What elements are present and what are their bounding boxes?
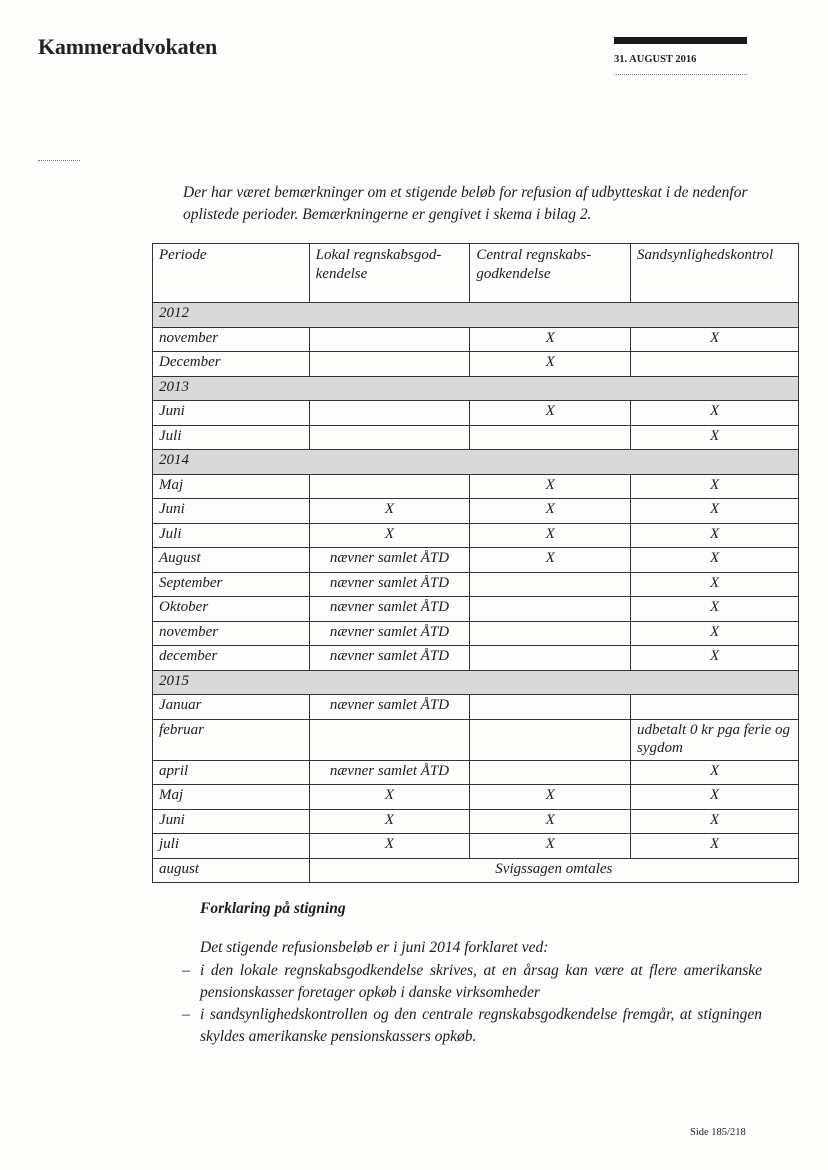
table-cell: X (631, 621, 799, 646)
explanation-title: Forklaring på stigning (200, 900, 346, 917)
year-label: 2013 (153, 376, 799, 401)
explanation-list (182, 960, 762, 1048)
period-cell: September (153, 572, 310, 597)
table-cell (470, 760, 631, 785)
table-cell: X (631, 785, 799, 810)
period-cell: December (153, 352, 310, 377)
table-cell (309, 719, 470, 760)
table-cell: X (470, 809, 631, 834)
table-cell (309, 474, 470, 499)
table-row (153, 474, 799, 499)
table-cell (470, 621, 631, 646)
table-cell: X (470, 834, 631, 859)
year-label: 2015 (153, 670, 799, 695)
period-cell: juli (153, 834, 310, 859)
period-cell: februar (153, 719, 310, 760)
period-cell: november (153, 327, 310, 352)
table-row (153, 523, 799, 548)
year-row (153, 670, 799, 695)
period-cell: Maj (153, 785, 310, 810)
period-cell: Juli (153, 523, 310, 548)
table-cell (470, 695, 631, 720)
table-cell: X (631, 760, 799, 785)
table-cell (470, 719, 631, 760)
table-row (153, 809, 799, 834)
table-cell: udbetalt 0 kr pga ferie og sygdom (631, 719, 799, 760)
table-row (153, 499, 799, 524)
header-bar (614, 37, 747, 44)
table-cell: X (470, 474, 631, 499)
table-cell: X (631, 499, 799, 524)
table-row (153, 834, 799, 859)
table-row (153, 572, 799, 597)
table-cell (470, 646, 631, 671)
table-cell (309, 352, 470, 377)
table-row (153, 858, 799, 883)
year-row (153, 450, 799, 475)
date-divider (614, 74, 747, 75)
period-cell: november (153, 621, 310, 646)
table-row (153, 646, 799, 671)
table-cell (309, 401, 470, 426)
table-cell (631, 695, 799, 720)
table-row (153, 719, 799, 760)
table-cell (470, 597, 631, 622)
table-cell: X (309, 499, 470, 524)
table-cell (470, 425, 631, 450)
period-cell: Juni (153, 401, 310, 426)
table-cell (470, 572, 631, 597)
year-label: 2012 (153, 303, 799, 328)
table-cell: X (309, 785, 470, 810)
document-date: 31. AUGUST 2016 (614, 54, 697, 65)
intro-paragraph: Der har været bemærkninger om et stigende beløb for refusion af udbytteskat i de nedenfor oplistede perioder. Bemærkningerne er gengivet i skema i bilag 2. (183, 184, 748, 223)
year-label: 2014 (153, 450, 799, 475)
table-cell: X (470, 352, 631, 377)
table-row (153, 760, 799, 785)
table-cell: X (631, 572, 799, 597)
list-item: – i sandsynlighedskontrollen og den centrale regnskabsgodkendelse fremgår, at stigningen skyldes amerikanske pensionskassers opkøb. (182, 1006, 762, 1045)
period-cell: August (153, 548, 310, 573)
table-cell: Svigssagen omtales (309, 858, 798, 883)
table-cell: X (631, 523, 799, 548)
table-cell: nævner samlet ÅTD (309, 548, 470, 573)
header-central: Central regnskabs-godkendelse (470, 244, 631, 303)
table-cell: nævner samlet ÅTD (309, 597, 470, 622)
table-cell: X (470, 548, 631, 573)
table-cell: X (470, 499, 631, 524)
header-periode: Periode (153, 244, 310, 303)
table-row (153, 785, 799, 810)
table-header-row (153, 244, 799, 303)
table-cell: X (631, 597, 799, 622)
table-cell: X (309, 809, 470, 834)
period-cell: Januar (153, 695, 310, 720)
table-cell: X (631, 425, 799, 450)
table-cell: X (631, 327, 799, 352)
table-row (153, 327, 799, 352)
table-cell: X (631, 401, 799, 426)
brand-logo: Kammeradvokaten (38, 34, 218, 59)
period-cell: Juni (153, 499, 310, 524)
period-cell: december (153, 646, 310, 671)
table-cell: nævner samlet ÅTD (309, 760, 470, 785)
table-cell: nævner samlet ÅTD (309, 646, 470, 671)
table-cell: nævner samlet ÅTD (309, 695, 470, 720)
table-row (153, 352, 799, 377)
dash-bullet: – (182, 1006, 190, 1023)
table-cell: X (309, 834, 470, 859)
table-row (153, 597, 799, 622)
header-lokal: Lokal regnskabsgod-kendelse (309, 244, 470, 303)
table-cell: nævner samlet ÅTD (309, 572, 470, 597)
table-row (153, 425, 799, 450)
table-row (153, 401, 799, 426)
table-cell (309, 425, 470, 450)
table-cell: X (470, 401, 631, 426)
table-cell: X (631, 548, 799, 573)
table-cell: X (470, 523, 631, 548)
table-cell: X (631, 646, 799, 671)
table-row (153, 621, 799, 646)
year-row (153, 376, 799, 401)
table-cell: X (631, 474, 799, 499)
period-cell: Juni (153, 809, 310, 834)
table-cell: X (631, 809, 799, 834)
table-cell: X (470, 327, 631, 352)
table-row (153, 695, 799, 720)
table-cell (631, 352, 799, 377)
period-cell: Oktober (153, 597, 310, 622)
period-cell: august (153, 858, 310, 883)
table-cell: X (309, 523, 470, 548)
period-cell: april (153, 760, 310, 785)
period-cell: Juli (153, 425, 310, 450)
explanation-intro: Det stigende refusionsbeløb er i juni 2014 forklaret ved: (200, 939, 549, 956)
table-row (153, 548, 799, 573)
header-sandsynlighed: Sandsynlighedskontrol (631, 244, 799, 303)
margin-divider (38, 160, 80, 161)
table-cell: X (470, 785, 631, 810)
list-item: – i den lokale regnskabsgodkendelse skrives, at en årsag kan være at flere amerikanske pensionskasser foretager opkøb i danske virksomheder (182, 962, 762, 1001)
dash-bullet: – (182, 962, 190, 979)
table-cell (309, 327, 470, 352)
table-cell: X (631, 834, 799, 859)
refund-table (152, 243, 799, 883)
table-cell: nævner samlet ÅTD (309, 621, 470, 646)
period-cell: Maj (153, 474, 310, 499)
page-number: Side 185/218 (690, 1127, 746, 1138)
year-row (153, 303, 799, 328)
